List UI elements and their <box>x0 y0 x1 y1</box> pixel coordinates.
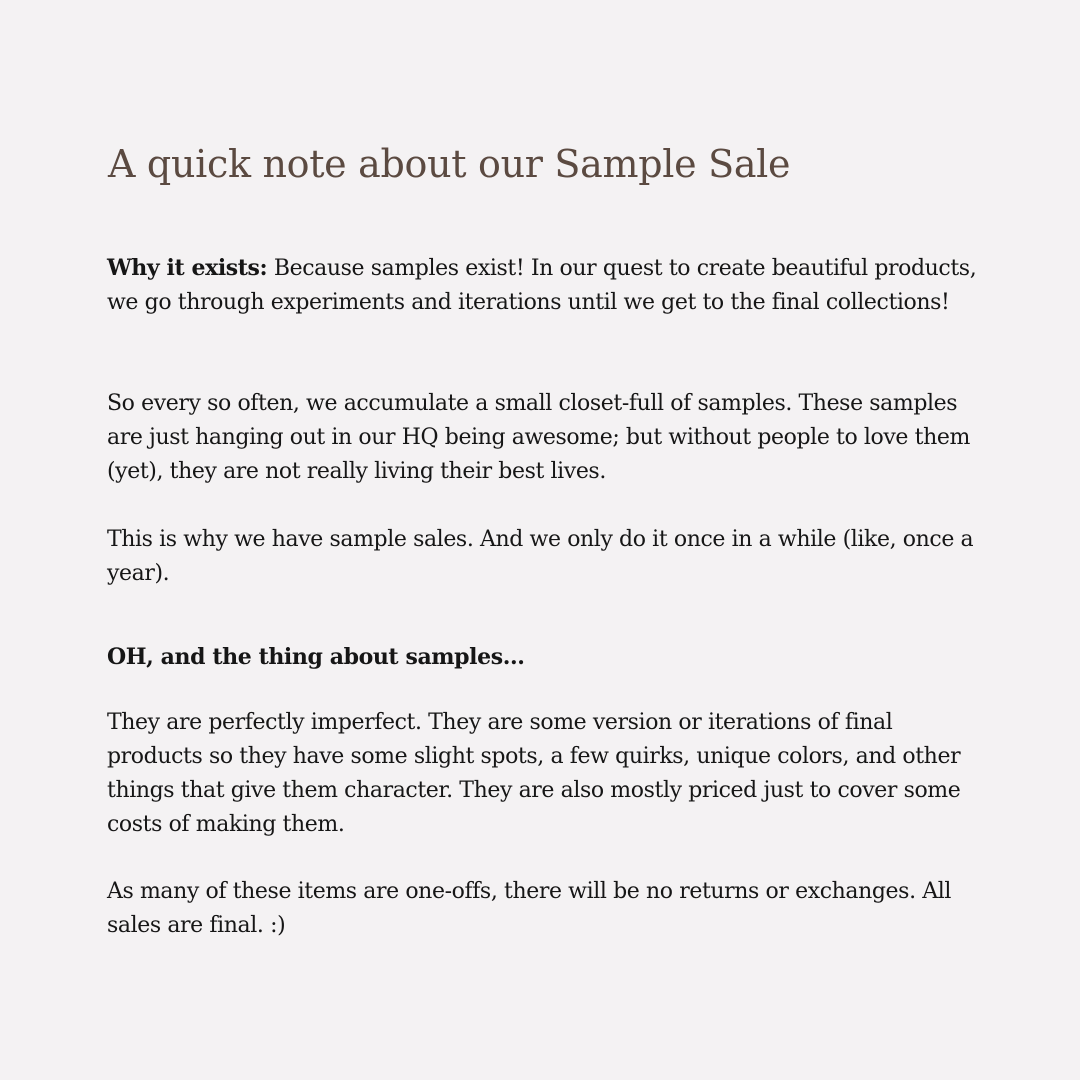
why-it-exists-text: Because samples exist! In our quest to create beautiful products, we go through experiments and iterations until we get to the final collections! <box>107 256 977 315</box>
imperfect-paragraph: They are perfectly imperfect. They are some version or iterations of final products so they have some slight spots, a few quirks, unique colors, and other things that give them character. They are also mostly priced just to cover some costs of making them. <box>107 710 961 837</box>
sample-sales-paragraph: This is why we have sample sales. And we only do it once in a while (like, once a year). <box>107 527 974 586</box>
page-title: A quick note about our Sample Sale <box>108 142 791 186</box>
why-it-exists-label: Why it exists: <box>107 255 268 281</box>
samples-subheading: OH, and the thing about samples... <box>107 644 525 670</box>
final-sale-paragraph: As many of these items are one-offs, there will be no returns or exchanges. All sales are final. :) <box>107 879 952 938</box>
why-it-exists-paragraph <box>107 251 987 320</box>
closet-paragraph: So every so often, we accumulate a small closet-full of samples. These samples are just hanging out in our HQ being awesome; but without people to love them (yet), they are not really living their best lives. <box>107 391 970 484</box>
